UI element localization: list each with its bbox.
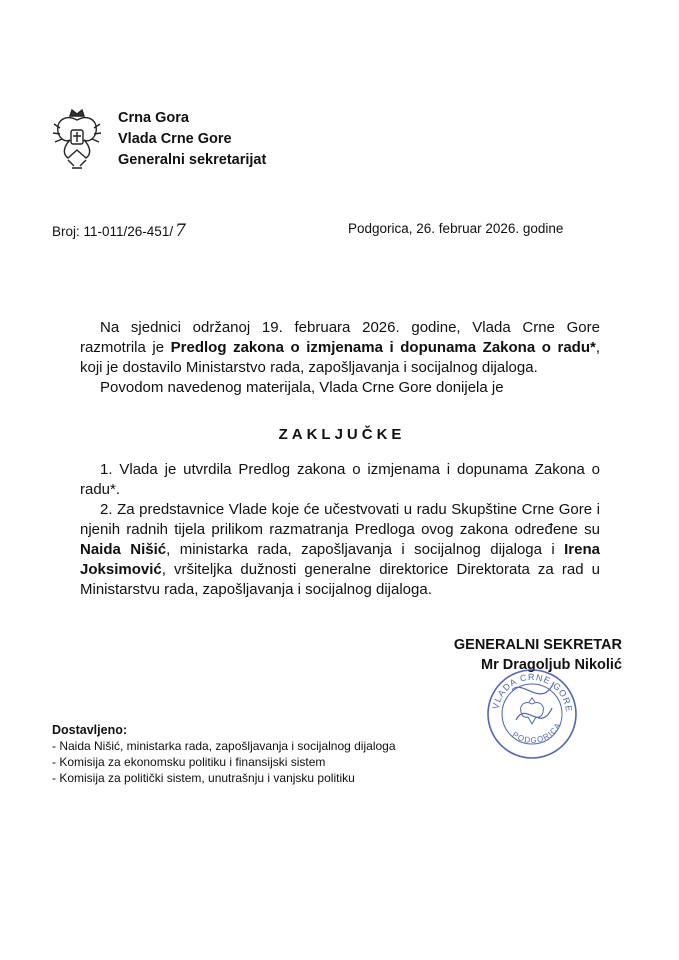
distribution-item: - Naida Nišić, ministarka rada, zapošljavanja i socijalnog dijaloga [52,739,396,753]
intro-text-3: Povodom navedenog materijala, Vlada Crne Gore donijela je [100,379,504,396]
government-name: Vlada Crne Gore [118,131,232,147]
secretariat-name: Generalni sekretarijat [118,152,267,168]
document-number-handwritten: 7 [175,221,186,241]
svg-text:VLADA CRNE GORE: VLADA CRNE GORE [490,671,575,714]
distribution-heading: Dostavljeno: [52,723,128,737]
conclusion-2-text-a: 2. Za predstavnice Vlade koje će učestvovati u radu Skupštine Crne Gore i njenih radnih tijela prilikom razmatranja Predloga ovog zakona određene su [80,501,600,538]
country-name: Crna Gora [118,110,189,126]
intro-text-2: , koji je dostavilo Ministarstvo rada, zapošljavanja i socijalnog dijaloga. [80,339,600,376]
signature-title: GENERALNI SEKRETAR [453,637,622,653]
org-header [118,108,266,171]
intro-paragraph [80,318,600,398]
distribution-item: - Komisija za politički sistem, unutrašnju i vanjsku politiku [52,771,355,785]
conclusion-2-text-c: , vršiteljka dužnosti generalne direktorice Direktorata za rad u Ministarstvu rada, zapošljavanja i socijalnog dijaloga. [80,561,600,598]
distribution-item: - Komisija za ekonomsku politiku i finansijski sistem [52,755,326,769]
coat-of-arms-icon [52,106,102,172]
conclusions-heading: ZAKLJUČKE [278,426,406,443]
distribution-list [52,722,396,786]
conclusion-2-name-2: Irena Joksimović [80,541,600,578]
signature-name: Mr Dragoljub Nikolić [481,657,622,673]
intro-text-1: Na sjednici održanoj 19. februara 2026. godine, Vlada Crne Gore razmotrila je [80,319,600,356]
conclusion-1: 1. Vlada je utvrdila Predlog zakona o izmjenama i dopunama Zakona o radu*. [80,461,600,498]
official-stamp-icon [482,660,582,768]
conclusion-2-text-b: , ministarka rada, zapošljavanja i socijalnog dijaloga i [166,541,565,558]
svg-text:PODGORICA: PODGORICA [510,720,563,746]
document-number [52,221,186,241]
intro-bill-title: Predlog zakona o izmjenama i dopunama Zakona o radu* [170,339,596,356]
conclusion-2-name-1: Naida Nišić [80,541,167,558]
document-number-text: Broj: 11-011/26-451/ [52,224,174,239]
conclusions-list [80,460,600,600]
document-date: Podgorica, 26. februar 2026. godine [348,221,564,236]
